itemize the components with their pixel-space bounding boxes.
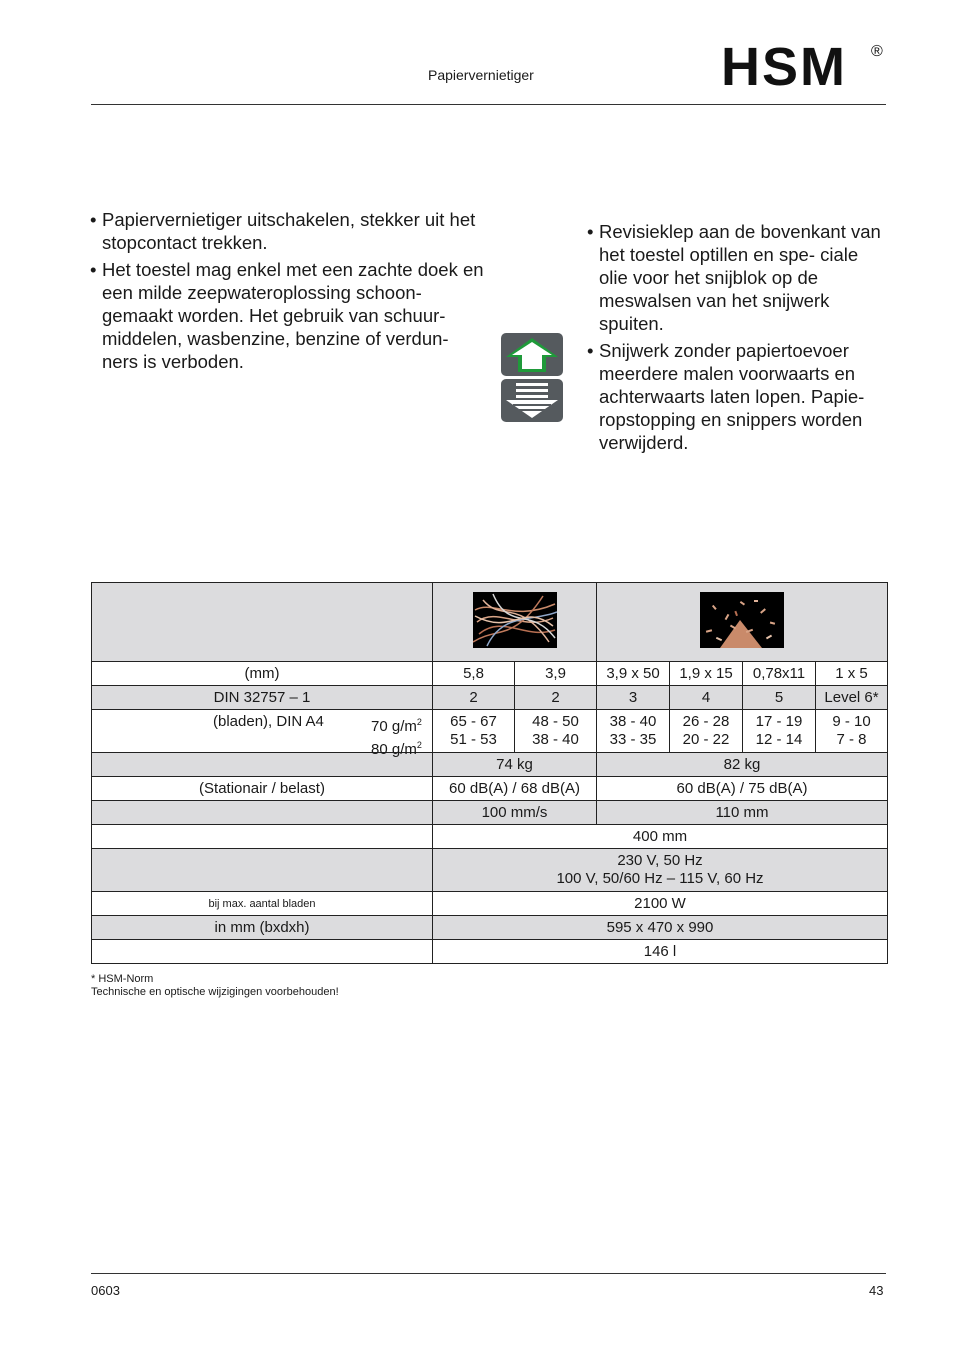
- table-cell: 595 x 470 x 990: [433, 916, 888, 940]
- table-cell: 4: [670, 686, 743, 710]
- footnote-line: * HSM-Norm: [91, 973, 154, 985]
- table-cell: 5,8: [433, 662, 515, 686]
- row-label: (mm): [92, 662, 433, 686]
- table-cell: 17 - 19 12 - 14: [743, 710, 816, 753]
- table-row: [92, 662, 888, 686]
- table-cell: 65 - 67 51 - 53: [433, 710, 515, 753]
- footnote: [91, 973, 339, 999]
- table-cell: 9 - 10 7 - 8: [816, 710, 888, 753]
- bullet-item: • Papiervernietiger uitschakelen, stekker uit het stopcontact trekken.: [90, 208, 485, 254]
- row-label: DIN 32757 – 1: [92, 686, 433, 710]
- strip-cut-image-cell: [433, 583, 597, 662]
- row-label: (Stationair / belast): [92, 777, 433, 801]
- table-cell: 38 - 40 33 - 35: [597, 710, 670, 753]
- table-cell: 3: [597, 686, 670, 710]
- table-cell: 3,9 x 50: [597, 662, 670, 686]
- grammage-70: 70 g/m: [371, 718, 417, 735]
- document-code: 0603: [91, 1283, 120, 1298]
- cleaning-instructions: [90, 208, 485, 377]
- table-row: [92, 916, 888, 940]
- table-cell: 2: [433, 686, 515, 710]
- row-label-cell: [92, 710, 433, 758]
- table-cell: 400 mm: [433, 825, 888, 849]
- table-row: [92, 801, 888, 825]
- table-row: [92, 777, 888, 801]
- cross-cut-shreds-image: [700, 592, 784, 648]
- bullet-item: • Het toestel mag enkel met een zachte doek en een milde zeepwateroplossing schoon- gemaakt worden. Het gebruik van schuur- middelen, wasbenzine, benzine of verdun- ners is verboden.: [90, 258, 485, 373]
- superscript: 2: [416, 717, 422, 727]
- table-cell: 110 mm: [597, 801, 888, 825]
- logo-registered-mark: ®: [871, 43, 883, 60]
- row-label: in mm (bxdxh): [92, 916, 433, 940]
- table-row: [92, 753, 888, 777]
- table-cell: 146 l: [433, 940, 888, 964]
- table-cell: 60 dB(A) / 75 dB(A): [597, 777, 888, 801]
- forward-reverse-icon: [501, 333, 563, 422]
- table-cell: 48 - 50 38 - 40: [515, 710, 597, 753]
- table-cell: Level 6*: [816, 686, 888, 710]
- row-label: bij max. aantal bladen: [208, 898, 316, 910]
- table-row: [92, 940, 888, 964]
- table-cell: 3,9: [515, 662, 597, 686]
- table-cell: 1,9 x 15: [670, 662, 743, 686]
- cross-cut-image-cell: [597, 583, 888, 662]
- table-row: [92, 825, 888, 849]
- table-cell: 2: [515, 686, 597, 710]
- table-cell: 100 mm/s: [433, 801, 597, 825]
- table-cell: 60 dB(A) / 68 dB(A): [433, 777, 597, 801]
- footnote-line: Technische en optische wijzigingen voorbehouden!: [91, 986, 339, 998]
- table-cell: 230 V, 50 Hz 100 V, 50/60 Hz – 115 V, 60 Hz: [433, 849, 888, 892]
- table-row: [92, 686, 888, 710]
- table-cell: 5: [743, 686, 816, 710]
- table-row: [92, 849, 888, 892]
- header-rule: [91, 104, 886, 105]
- table-row: [92, 892, 888, 916]
- table-row: [92, 583, 888, 662]
- table-cell: 1 x 5: [816, 662, 888, 686]
- logo-text: HSM: [721, 40, 847, 90]
- grammage-80: 80 g/m: [371, 741, 417, 758]
- table-row: [92, 710, 888, 753]
- maintenance-instructions: [587, 220, 887, 458]
- table-cell: 0,78x11: [743, 662, 816, 686]
- bullet-item: • Revisieklep aan de bovenkant van het toestel optillen en spe- ciale olie voor het snijblok op de meswalsen van het snijwerk spuiten.: [587, 220, 887, 335]
- table-cell: 26 - 28 20 - 22: [670, 710, 743, 753]
- table-cell: 2100 W: [433, 892, 888, 916]
- strip-cut-shreds-image: [473, 592, 557, 648]
- hsm-logo: [721, 40, 891, 90]
- page-number: 43: [869, 1283, 884, 1298]
- grammage-labels: [371, 713, 422, 759]
- row-label: (bladen), DIN A4: [213, 713, 324, 730]
- bullet-item: • Snijwerk zonder papiertoevoer meerdere malen voorwaarts en achterwaarts laten lopen. Papie- ropstopping en snippers worden verwijderd.: [587, 339, 887, 454]
- table-cell: 74 kg: [433, 753, 597, 777]
- header-title: Papiervernietiger: [428, 67, 534, 83]
- superscript: 2: [416, 740, 422, 750]
- table-cell: 82 kg: [597, 753, 888, 777]
- technical-specifications-table: [91, 582, 888, 964]
- footer-rule: [91, 1273, 886, 1274]
